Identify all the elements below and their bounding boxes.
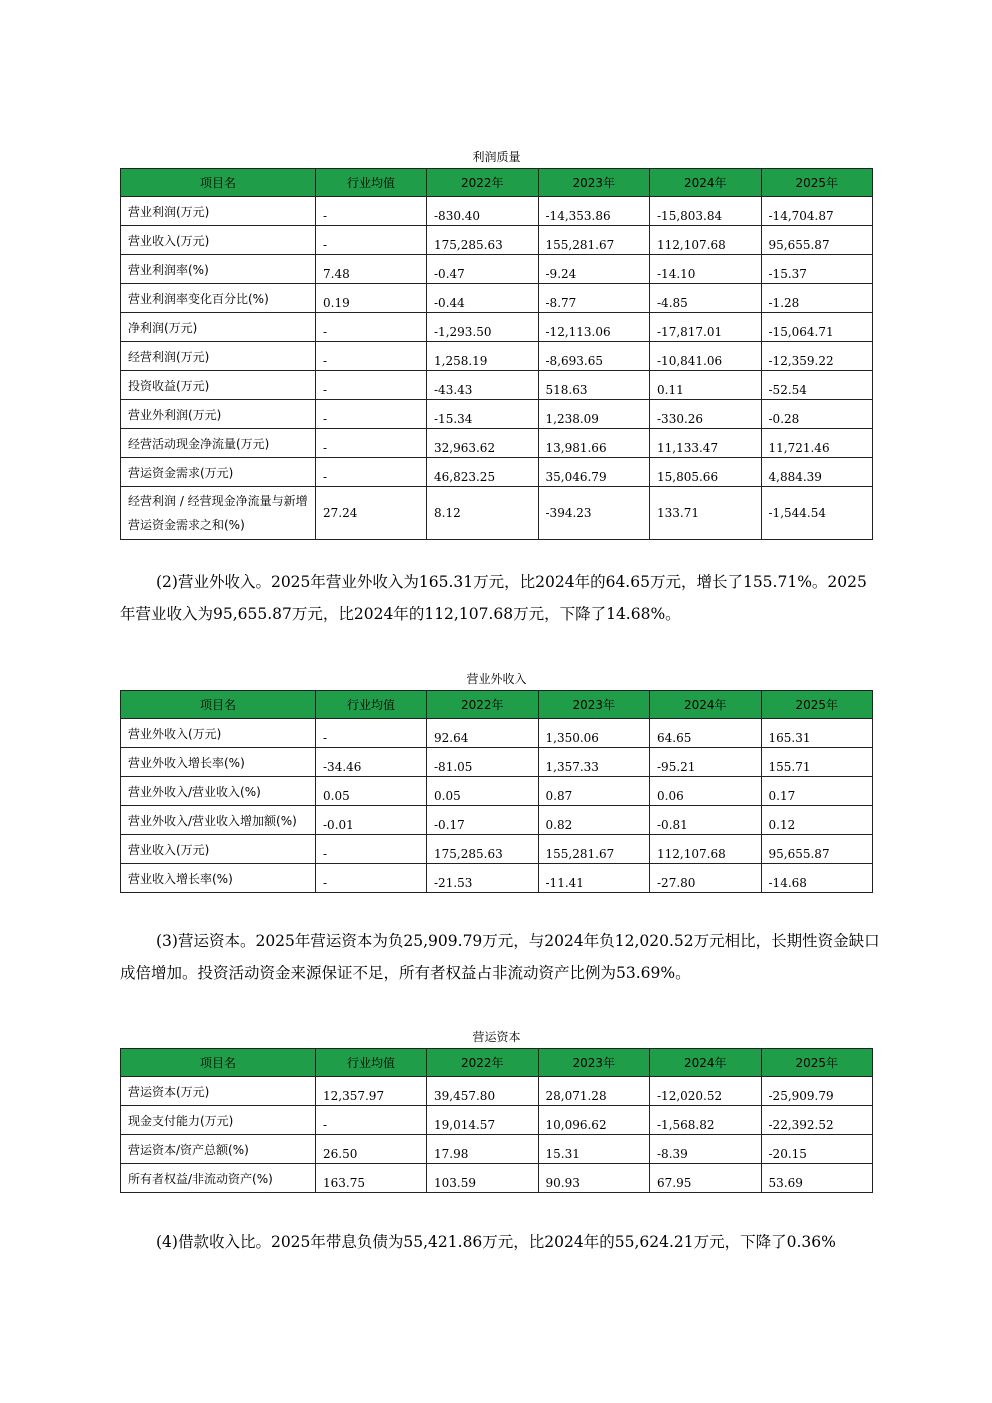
row-label: 营运资金需求(万元) (121, 458, 316, 487)
row-label: 营业外收入/营业收入增加额(%) (121, 806, 316, 835)
cell-value: -330.26 (650, 400, 762, 429)
table-row (121, 806, 873, 835)
row-label: 营业外利润(万元) (121, 400, 316, 429)
cell-value: -0.47 (427, 255, 539, 284)
paragraph-working-capital: (3)营运资本。2025年营运资本为负25,909.79万元，与2024年负12,020.52万元相比，长期性资金缺口成倍增加。投资活动资金来源保证不足，所有者权益占非流动资产比例为53.69%。 (120, 932, 880, 982)
row-label: 营运资本(万元) (121, 1077, 316, 1106)
table-row (121, 342, 873, 371)
cell-value: - (316, 371, 427, 400)
cell-value: 11,721.46 (761, 429, 873, 458)
cell-value: -34.46 (316, 748, 427, 777)
table-row (121, 835, 873, 864)
row-label: 投资收益(万元) (121, 371, 316, 400)
table-body (121, 197, 873, 540)
col-header: 2023年 (538, 169, 650, 197)
table-caption-non-operating-income: 营业外收入 (466, 672, 527, 686)
cell-value: 1,258.19 (427, 342, 539, 371)
cell-value: 8.12 (427, 487, 539, 540)
col-header: 2025年 (761, 169, 873, 197)
cell-value: - (316, 429, 427, 458)
row-label: 营业利润率变化百分比(%) (121, 284, 316, 313)
col-header: 2024年 (650, 691, 762, 719)
table-header (121, 169, 873, 197)
table-row (121, 1077, 873, 1106)
col-header: 2025年 (761, 1049, 873, 1077)
cell-value: - (316, 719, 427, 748)
table-row (121, 1135, 873, 1164)
cell-value: -1,568.82 (650, 1106, 762, 1135)
cell-value: -14.10 (650, 255, 762, 284)
cell-value: 103.59 (427, 1164, 539, 1193)
cell-value: -12,113.06 (538, 313, 650, 342)
table-row (121, 226, 873, 255)
col-header: 2022年 (427, 169, 539, 197)
cell-value: 26.50 (316, 1135, 427, 1164)
table-body (121, 719, 873, 893)
row-label: 经营利润 / 经营现金净流量与新增营运资金需求之和(%) (121, 487, 316, 540)
cell-value: -1,544.54 (761, 487, 873, 540)
table-caption-working-capital: 营运资本 (472, 1030, 521, 1044)
cell-value: 12,357.97 (316, 1077, 427, 1106)
row-label: 营业利润(万元) (121, 197, 316, 226)
cell-value: 1,357.33 (538, 748, 650, 777)
cell-value: 0.06 (650, 777, 762, 806)
row-label: 所有者权益/非流动资产(%) (121, 1164, 316, 1193)
cell-value: 28,071.28 (538, 1077, 650, 1106)
cell-value: -12,359.22 (761, 342, 873, 371)
row-label: 营业外收入增长率(%) (121, 748, 316, 777)
cell-value: -0.44 (427, 284, 539, 313)
cell-value: -15.34 (427, 400, 539, 429)
cell-value: -22,392.52 (761, 1106, 873, 1135)
cell-value: 53.69 (761, 1164, 873, 1193)
row-label: 营业外收入(万元) (121, 719, 316, 748)
cell-value: -11.41 (538, 864, 650, 893)
cell-value: -15.37 (761, 255, 873, 284)
cell-value: -830.40 (427, 197, 539, 226)
cell-value: -10,841.06 (650, 342, 762, 371)
cell-value: - (316, 400, 427, 429)
cell-value: -15,803.84 (650, 197, 762, 226)
cell-value: -95.21 (650, 748, 762, 777)
row-label: 经营利润(万元) (121, 342, 316, 371)
table-row (121, 400, 873, 429)
cell-value: 133.71 (650, 487, 762, 540)
col-header: 行业均值 (316, 691, 427, 719)
cell-value: -0.01 (316, 806, 427, 835)
cell-value: 155.71 (761, 748, 873, 777)
cell-value: -81.05 (427, 748, 539, 777)
table-row (121, 1164, 873, 1193)
cell-value: - (316, 1106, 427, 1135)
cell-value: 90.93 (538, 1164, 650, 1193)
cell-value: 0.82 (538, 806, 650, 835)
cell-value: 92.64 (427, 719, 539, 748)
cell-value: -8.77 (538, 284, 650, 313)
row-label: 营业收入增长率(%) (121, 864, 316, 893)
table-row (121, 719, 873, 748)
cell-value: - (316, 835, 427, 864)
cell-value: 163.75 (316, 1164, 427, 1193)
col-header: 行业均值 (316, 169, 427, 197)
cell-value: 165.31 (761, 719, 873, 748)
col-header: 2023年 (538, 691, 650, 719)
cell-value: -21.53 (427, 864, 539, 893)
cell-value: -8,693.65 (538, 342, 650, 371)
col-header: 2024年 (650, 1049, 762, 1077)
cell-value: 46,823.25 (427, 458, 539, 487)
cell-value: 175,285.63 (427, 226, 539, 255)
cell-value: -0.17 (427, 806, 539, 835)
cell-value: -1,293.50 (427, 313, 539, 342)
cell-value: -14.68 (761, 864, 873, 893)
col-header: 项目名 (121, 1049, 316, 1077)
cell-value: 15.31 (538, 1135, 650, 1164)
cell-value: 155,281.67 (538, 226, 650, 255)
table-row (121, 284, 873, 313)
col-header: 2025年 (761, 691, 873, 719)
cell-value: 1,350.06 (538, 719, 650, 748)
cell-value: 175,285.63 (427, 835, 539, 864)
cell-value: -394.23 (538, 487, 650, 540)
row-label: 营运资本/资产总额(%) (121, 1135, 316, 1164)
col-header: 2022年 (427, 1049, 539, 1077)
cell-value: - (316, 342, 427, 371)
cell-value: -14,704.87 (761, 197, 873, 226)
cell-value: -43.43 (427, 371, 539, 400)
cell-value: 10,096.62 (538, 1106, 650, 1135)
table-header (121, 691, 873, 719)
row-label: 经营活动现金净流量(万元) (121, 429, 316, 458)
col-header: 项目名 (121, 691, 316, 719)
table-row (121, 429, 873, 458)
row-label: 营业收入(万元) (121, 835, 316, 864)
cell-value: -14,353.86 (538, 197, 650, 226)
row-label: 营业利润率(%) (121, 255, 316, 284)
non-operating-income-table (120, 690, 873, 893)
table-row (121, 458, 873, 487)
table-header (121, 1049, 873, 1077)
cell-value: -27.80 (650, 864, 762, 893)
cell-value: - (316, 864, 427, 893)
cell-value: 7.48 (316, 255, 427, 284)
cell-value: -20.15 (761, 1135, 873, 1164)
profit-quality-table (120, 168, 873, 540)
cell-value: 0.05 (316, 777, 427, 806)
table-row (121, 864, 873, 893)
col-header: 行业均值 (316, 1049, 427, 1077)
cell-value: -9.24 (538, 255, 650, 284)
row-label: 现金支付能力(万元) (121, 1106, 316, 1135)
cell-value: 112,107.68 (650, 226, 762, 255)
cell-value: - (316, 197, 427, 226)
cell-value: -15,064.71 (761, 313, 873, 342)
cell-value: 19,014.57 (427, 1106, 539, 1135)
cell-value: 155,281.67 (538, 835, 650, 864)
table-row (121, 777, 873, 806)
cell-value: 15,805.66 (650, 458, 762, 487)
row-label: 净利润(万元) (121, 313, 316, 342)
cell-value: 35,046.79 (538, 458, 650, 487)
cell-value: -25,909.79 (761, 1077, 873, 1106)
table-row (121, 487, 873, 540)
table-row (121, 313, 873, 342)
cell-value: 95,655.87 (761, 226, 873, 255)
paragraph-non-operating-income: (2)营业外收入。2025年营业外收入为165.31万元，比2024年的64.65万元，增长了155.71%。2025年营业收入为95,655.87万元，比2024年的112,107.68万元，下降了14.68%。 (120, 573, 867, 623)
table-row (121, 197, 873, 226)
col-header: 2023年 (538, 1049, 650, 1077)
table-caption-profit-quality: 利润质量 (472, 150, 521, 164)
col-header: 项目名 (121, 169, 316, 197)
col-header: 2024年 (650, 169, 762, 197)
cell-value: 4,884.39 (761, 458, 873, 487)
cell-value: 0.12 (761, 806, 873, 835)
cell-value: -17,817.01 (650, 313, 762, 342)
cell-value: 0.87 (538, 777, 650, 806)
cell-value: 64.65 (650, 719, 762, 748)
cell-value: 0.17 (761, 777, 873, 806)
cell-value: - (316, 313, 427, 342)
cell-value: 0.19 (316, 284, 427, 313)
working-capital-table (120, 1048, 873, 1193)
table-row (121, 255, 873, 284)
cell-value: 13,981.66 (538, 429, 650, 458)
cell-value: -12,020.52 (650, 1077, 762, 1106)
row-label: 营业外收入/营业收入(%) (121, 777, 316, 806)
cell-value: 0.05 (427, 777, 539, 806)
cell-value: -52.54 (761, 371, 873, 400)
cell-value: 518.63 (538, 371, 650, 400)
cell-value: 11,133.47 (650, 429, 762, 458)
cell-value: -0.81 (650, 806, 762, 835)
cell-value: 32,963.62 (427, 429, 539, 458)
cell-value: 95,655.87 (761, 835, 873, 864)
cell-value: -1.28 (761, 284, 873, 313)
cell-value: 67.95 (650, 1164, 762, 1193)
cell-value: -0.28 (761, 400, 873, 429)
cell-value: 27.24 (316, 487, 427, 540)
cell-value: - (316, 226, 427, 255)
cell-value: - (316, 458, 427, 487)
row-label: 营业收入(万元) (121, 226, 316, 255)
cell-value: 39,457.80 (427, 1077, 539, 1106)
cell-value: 112,107.68 (650, 835, 762, 864)
cell-value: 17.98 (427, 1135, 539, 1164)
table-row (121, 748, 873, 777)
table-row (121, 1106, 873, 1135)
cell-value: 1,238.09 (538, 400, 650, 429)
cell-value: -4.85 (650, 284, 762, 313)
col-header: 2022年 (427, 691, 539, 719)
table-body (121, 1077, 873, 1193)
table-row (121, 371, 873, 400)
cell-value: -8.39 (650, 1135, 762, 1164)
paragraph-loan-income-ratio: (4)借款收入比。2025年带息负债为55,421.86万元，比2024年的55,624.21万元，下降了0.36% (156, 1233, 836, 1251)
cell-value: 0.11 (650, 371, 762, 400)
